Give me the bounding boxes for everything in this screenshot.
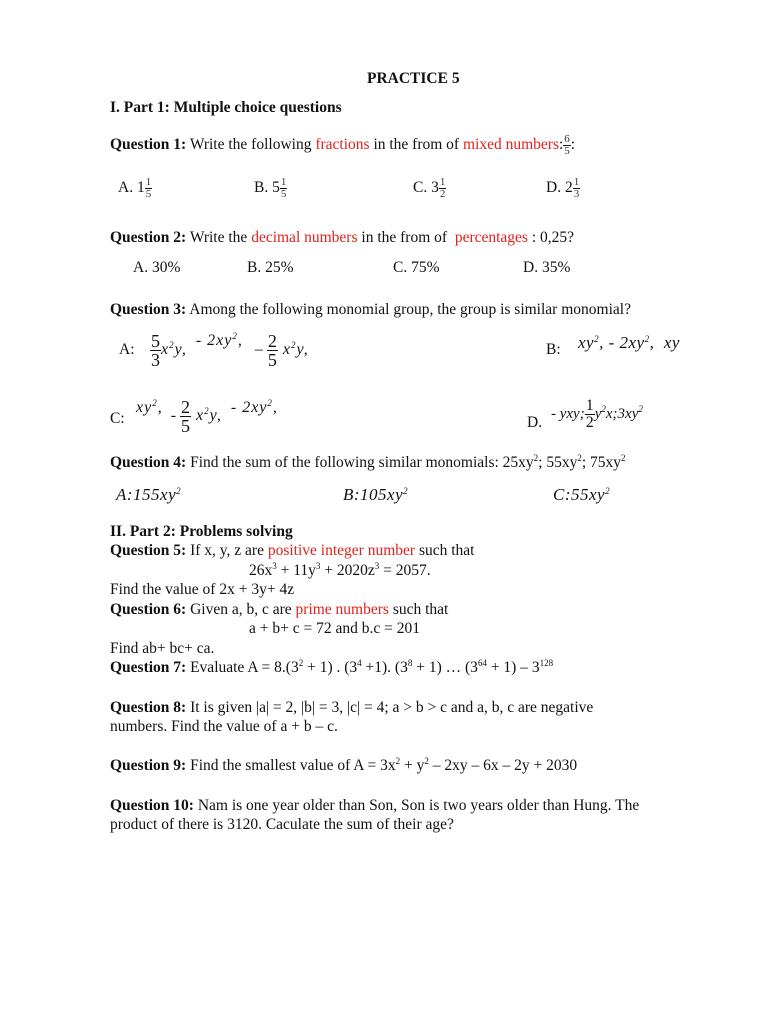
question-label: Question 8: bbox=[110, 699, 187, 716]
question-5: Question 5: If x, y, z are positive integer number such that bbox=[110, 542, 475, 559]
q1-option-b: B. 5 $\frac{1}{5}$ bbox=[254, 176, 287, 200]
q3-option-d-label: D. bbox=[527, 414, 543, 431]
question-10: Question 10: Nam is one year older than Son, Son is two years older than Hung. The bbox=[110, 797, 640, 814]
question-label: Question 7: bbox=[110, 659, 187, 676]
question-6: Question 6: Given a, b, c are prime numbers such that bbox=[110, 601, 449, 618]
q4-option-b: $B:105xy^2$ bbox=[343, 485, 409, 504]
q2-option-c: C. 75% bbox=[393, 259, 440, 276]
q2-option-b: B. 25% bbox=[247, 259, 294, 276]
q2-option-a: A. 30% bbox=[133, 259, 181, 276]
q2-option-d: D. 35% bbox=[523, 259, 571, 276]
question-2: Question 2: Write the decimal numbers in the from of percentages : 0,25? bbox=[110, 229, 575, 246]
question-text: in the from of bbox=[373, 136, 460, 154]
fraction-6-5: $\frac{6}{5}$ bbox=[564, 133, 570, 157]
q10-line2: product of there is 3120. Caculate the sum of their age? bbox=[110, 816, 454, 833]
q3-option-a-label: A: bbox=[119, 341, 135, 358]
question-4: Question 4: Find the sum of the following similar monomials: $25xy^2$; $55xy^2$; $75xy^2$ bbox=[110, 453, 626, 471]
question-label: Question 4: bbox=[110, 454, 187, 471]
page-title: PRACTICE 5 bbox=[367, 70, 460, 87]
keyword-decimal-numbers: decimal numbers bbox=[251, 229, 358, 246]
colon: : bbox=[558, 136, 564, 154]
q6-find: Find ab+ bc+ ca. bbox=[110, 640, 215, 657]
question-3: Question 3: Among the following monomial group, the group is similar monomial? bbox=[110, 301, 631, 318]
mixed-fraction: $\frac{1}{3}$ bbox=[573, 176, 580, 200]
q8-line2: numbers. Find the value of a + b – c. bbox=[110, 718, 338, 735]
q3-option-a-expression: $\frac{5}{3}$ $x^2y$, - $2xy^2$, – $\frac{2}{5}$ $x^2y$, bbox=[151, 331, 309, 370]
question-label: Question 3: bbox=[110, 301, 187, 318]
q4-option-c: $C:55xy^2$ bbox=[553, 485, 611, 504]
question-text: Write the following bbox=[189, 136, 312, 154]
keyword-mixed-numbers: mixed numbers bbox=[462, 136, 559, 154]
q6-equation: a + b+ c = 72 and b.c = 201 bbox=[249, 620, 420, 637]
q1-option-d: D. 2 $\frac{1}{3}$ bbox=[546, 176, 580, 200]
q5-equation: $26x^3 + 11y^3 + 2020z^3 = 2057$. bbox=[249, 561, 431, 579]
question-9: Question 9: Find the smallest value of $A = 3x^2 + y^2 - 2xy - 6x - 2y + 2030$ bbox=[110, 756, 578, 774]
q3-option-c-expression: $xy^2$, - $\frac{2}{5}$ $x^2y$, - $2xy^2$, bbox=[136, 397, 278, 436]
mixed-fraction: $\frac{1}{5}$ bbox=[280, 176, 287, 200]
question-label: Question 6: bbox=[110, 601, 187, 618]
q1-option-a: A. 1 $\frac{1}{5}$ bbox=[118, 176, 152, 200]
colon: : bbox=[570, 136, 576, 154]
question-7: Question 7: Evaluate $A = 8.(3^2 + 1)$ . $(3^4 +1)$. $(3^8 + 1)$ … $(3^{64} + 1) - 3^{128}$ bbox=[110, 658, 554, 676]
q4-option-a: $A:155xy^2$ bbox=[116, 485, 182, 504]
question-label: Question 9: bbox=[110, 757, 187, 774]
question-label: Question 10: bbox=[110, 797, 194, 814]
q3-option-b-expression: $xy^2$, - $2xy^2$, xy bbox=[578, 333, 680, 352]
question-label: Question 5: bbox=[110, 542, 187, 559]
part2-heading: II. Part 2: Problems solving bbox=[110, 523, 293, 540]
keyword-positive-integer: positive integer number bbox=[267, 542, 416, 559]
part1-heading: I. Part 1: Multiple choice questions bbox=[110, 99, 342, 116]
q3-option-b-label: B: bbox=[546, 341, 561, 358]
q1-option-c: C. 3 $\frac{1}{2}$ bbox=[413, 176, 446, 200]
q3-option-c-label: C: bbox=[110, 410, 125, 427]
question-label: Question 1: bbox=[110, 136, 187, 154]
question-8: Question 8: It is given |a| = 2, |b| = 3, |c| = 4; a > b > c and a, b, c are negative bbox=[110, 699, 594, 716]
q5-find: Find the value of 2x + 3y+ 4z bbox=[110, 581, 295, 598]
keyword-fractions: fractions bbox=[315, 136, 370, 154]
q3-option-d-expression: - yxy; $\frac{1}{2}$ $y^2x;3xy^2$ bbox=[551, 397, 643, 431]
question-label: Question 2: bbox=[110, 229, 187, 246]
question-1 bbox=[110, 134, 575, 157]
mixed-fraction: $\frac{1}{5}$ bbox=[145, 176, 152, 200]
mixed-fraction: $\frac{1}{2}$ bbox=[439, 176, 446, 200]
keyword-percentages: percentages bbox=[454, 229, 528, 246]
keyword-prime-numbers: prime numbers bbox=[295, 601, 389, 618]
